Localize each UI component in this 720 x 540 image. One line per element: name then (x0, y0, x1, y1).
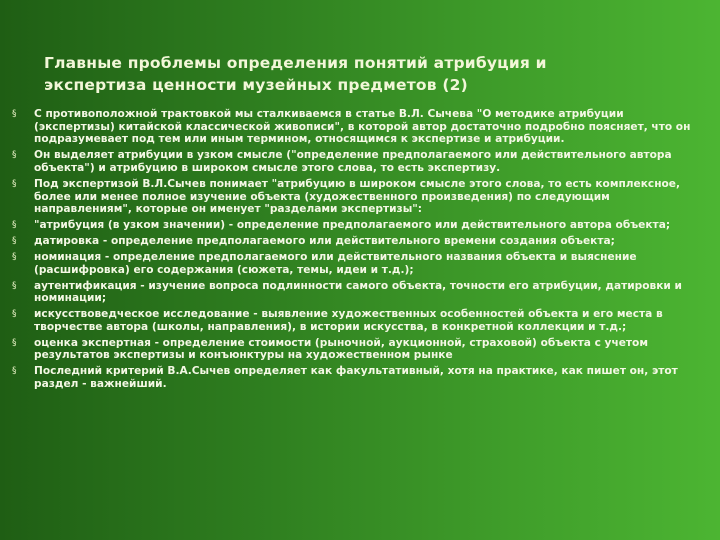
bullet-text: номинация - определение предполагаемого или действительного названия объекта и выяснение (расшифровка) его содержания (сюжета, темы, идеи и т.д.); (34, 250, 637, 276)
bullet-item (12, 178, 702, 216)
bullet-marker-icon: § (12, 178, 17, 189)
bullet-item (12, 365, 702, 390)
bullet-text: Он выделяет атрибуции в узком смысле ("определение предполагаемого или действительного автора объекта") и атрибуцию в широком смысле этого слова, то есть экспертизу. (34, 149, 672, 174)
slide-title-line-1: Главные проблемы определения понятий атрибуция и (44, 54, 547, 72)
bullet-item (12, 251, 702, 276)
bullet-text: датировка - определение предполагаемого или действительного времени создания объекта; (34, 235, 615, 248)
bullet-text: "атрибуция (в узком значении) - определение предполагаемого или действительного автора объекта; (34, 219, 671, 232)
bullet-text: искусствоведческое исследование - выявление художественных особенностей объекта и его места в творчестве автора (школы, направления), в истории искусства, в конкретной коллекции и т.д.; (34, 308, 663, 333)
bullet-text: Последний критерий В.А.Сычев определяет как факультативный, хотя на практике, как пишет он, этот раздел - важнейший. (34, 365, 678, 391)
bullet-item (12, 235, 702, 248)
bullet-marker-icon: § (12, 236, 17, 247)
slide-title (44, 52, 664, 96)
bullet-text: С противоположной трактовкой мы сталкиваемся в статье В.Л. Сычева "О методике атрибуции (экспертизы) китайской классической живописи", в которой автор достаточно подробно поясняет, что он подразумевает под тем или иным термином, относящимся к экспертизе и атрибуции. (34, 108, 691, 146)
bullet-list (12, 108, 702, 394)
bullet-marker-icon: § (12, 309, 17, 320)
bullet-marker-icon: § (12, 220, 17, 231)
bullet-item (12, 337, 702, 362)
bullet-marker-icon: § (12, 366, 17, 377)
bullet-text: Под экспертизой В.Л.Сычев понимает "атрибуцию в широком смысле этого слова, то есть комплексное, более или менее полное изучение объекта (художественного произведения) по следующим направлениям", которые он именует "разделами экспертизы": (34, 177, 681, 216)
bullet-marker-icon: § (12, 251, 17, 262)
bullet-text: оценка экспертная - определение стоимости (рыночной, аукционной, страховой) объекта с учетом результатов экспертизы и конъюнктуры на художественном рынке (34, 336, 648, 362)
slide-title-line-2: экспертиза ценности музейных предметов (2) (44, 76, 468, 94)
bullet-item (12, 219, 702, 232)
bullet-item (12, 149, 702, 174)
bullet-marker-icon: § (12, 109, 17, 119)
bullet-marker-icon: § (12, 280, 17, 291)
bullet-item (12, 308, 702, 333)
bullet-marker-icon: § (12, 150, 17, 161)
bullet-marker-icon: § (12, 337, 17, 348)
bullet-item (12, 280, 702, 305)
bullet-item (12, 108, 702, 146)
bullet-text: аутентификация - изучение вопроса подлинности самого объекта, точности его атрибуции, датировки и номинации; (34, 279, 682, 305)
